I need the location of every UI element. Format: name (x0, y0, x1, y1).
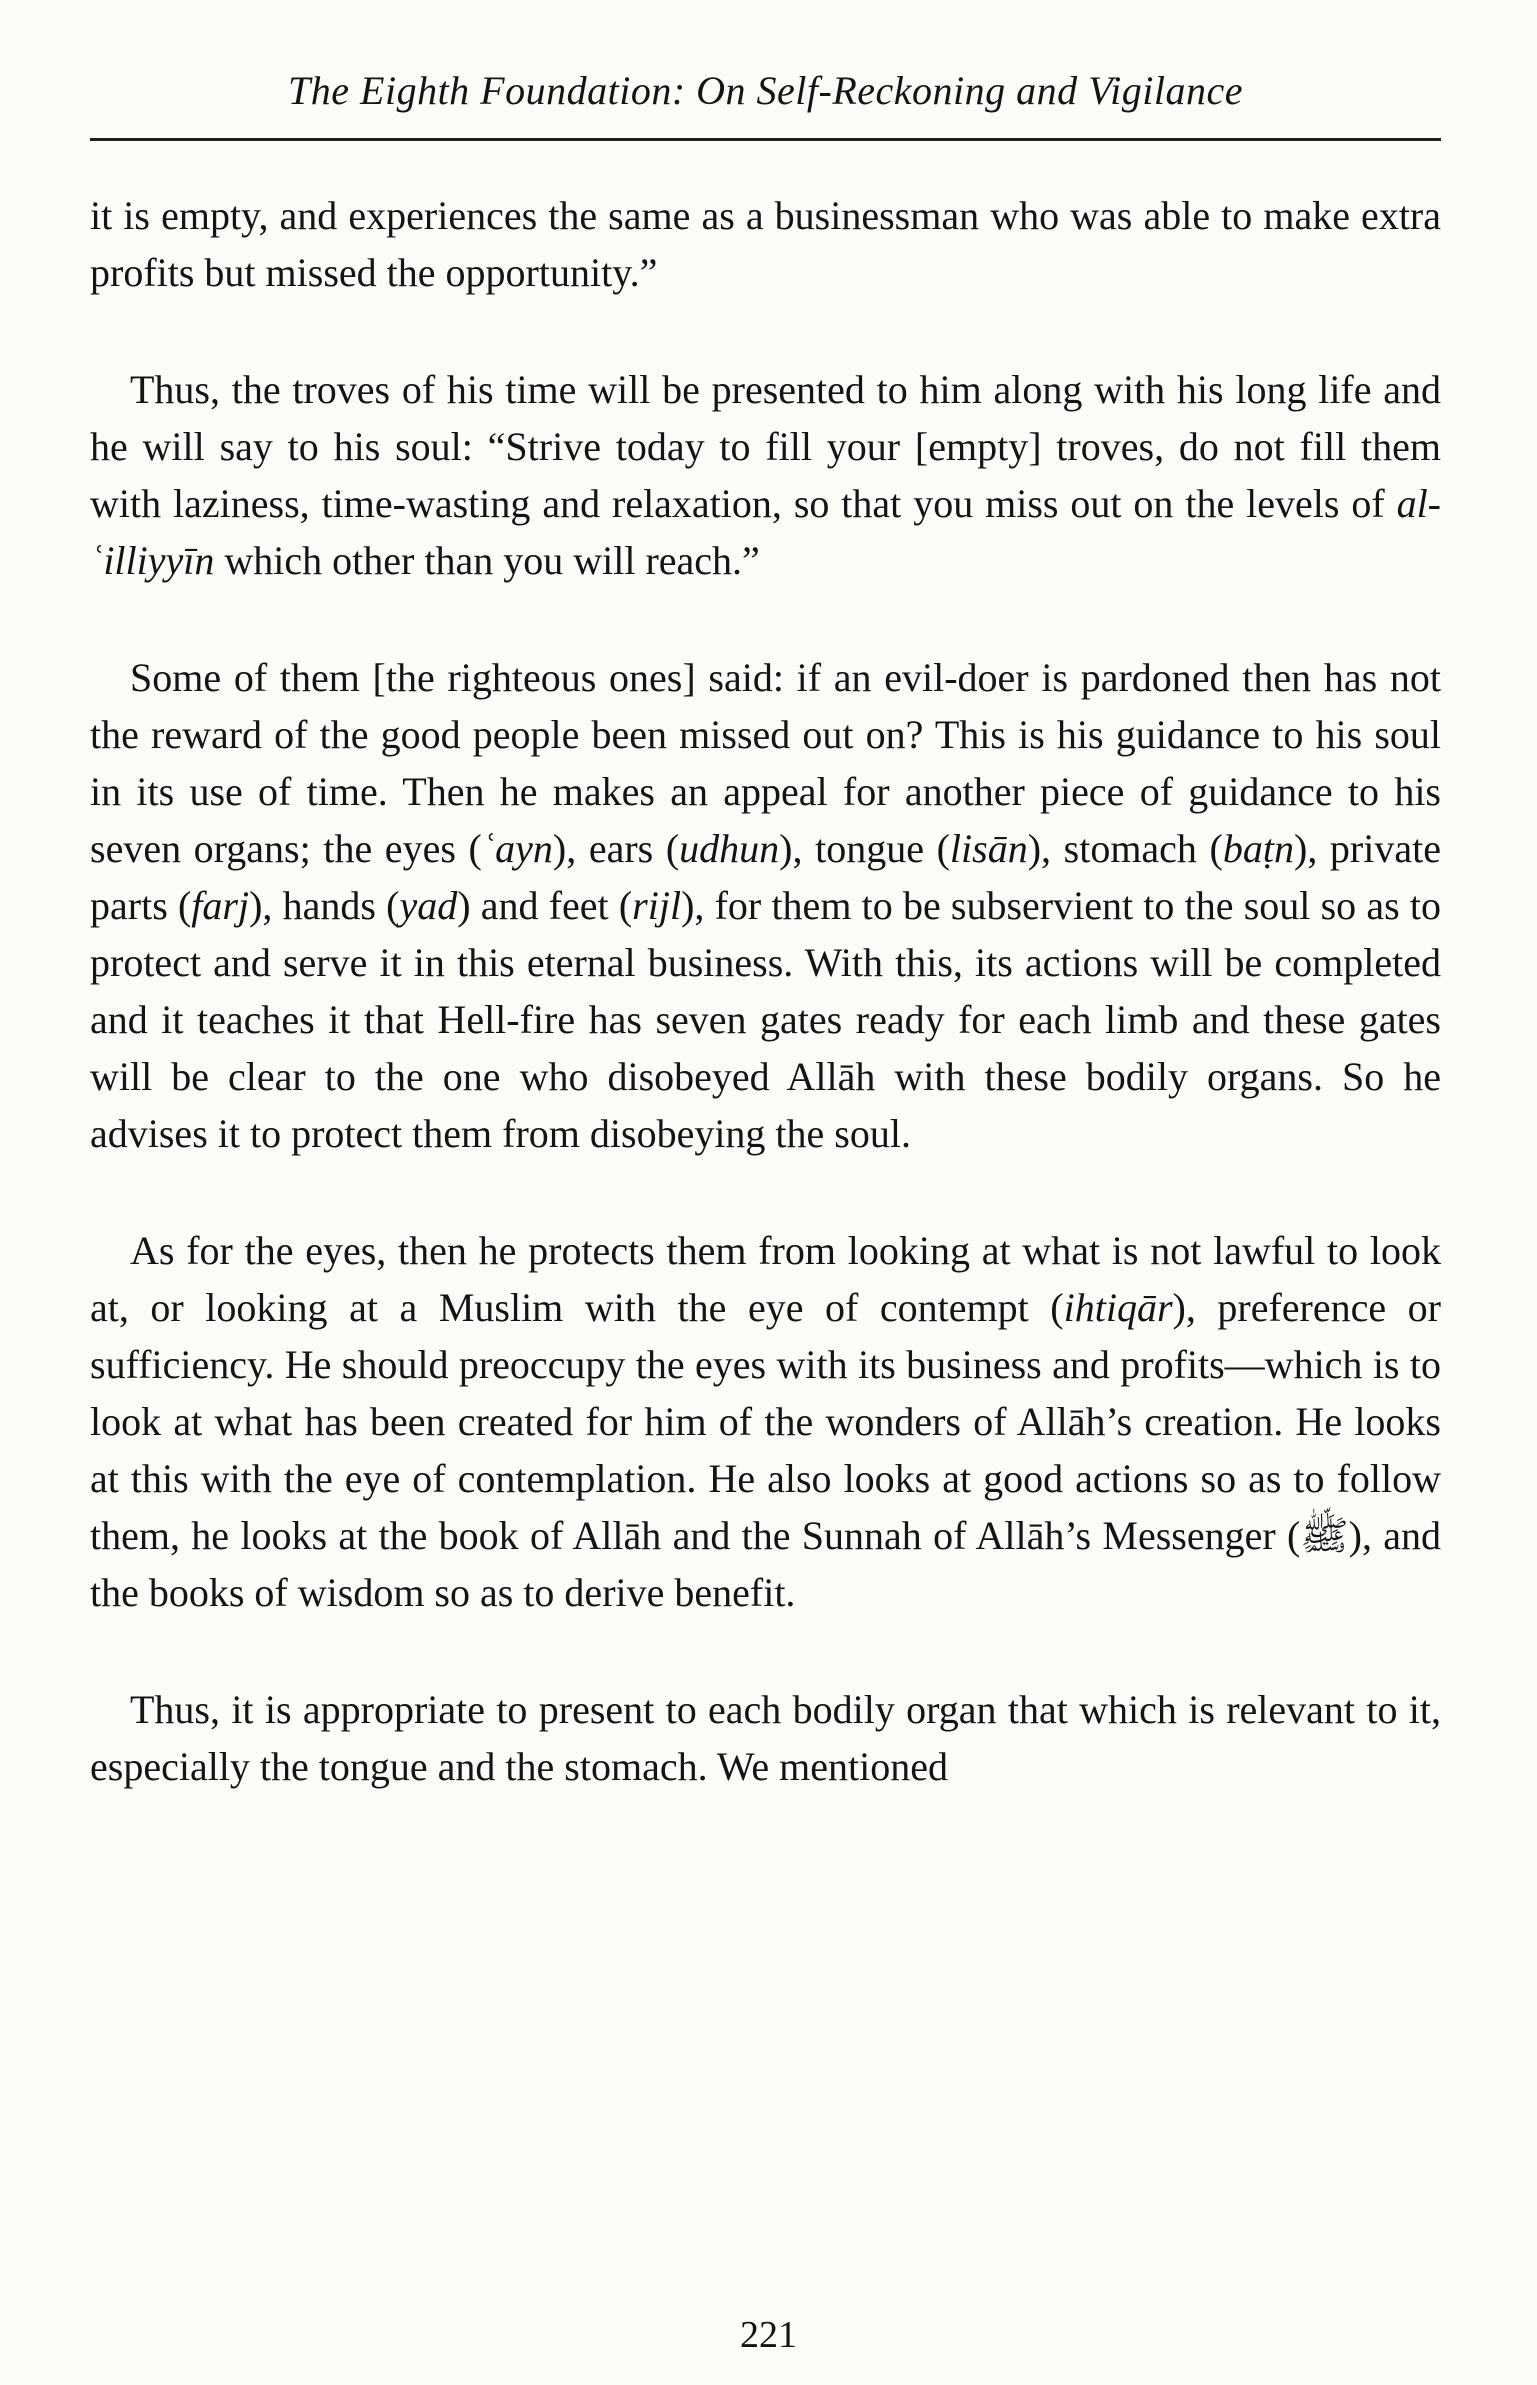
text-run: ), preference or sufficiency. He should preoccupy the eyes with its business and profits—which is to look at what has been created for him of the wonders of Allāh’s creation. He looks at this with the eye of contemplation. He also looks at good actions so as to follow them, he looks at the book of Allāh and the Sunnah of Allāh’s Messenger (ﷺ), and the books of wisdom so as to derive benefit. (90, 1285, 1442, 1615)
transliterated-term: baṭn (1222, 826, 1294, 871)
text-run: Thus, it is appropriate to present to each bodily organ that which is relevant to it, especially the tongue and the stomach. We mentioned (90, 1687, 1441, 1789)
body-text (90, 187, 1441, 1795)
text-run: ), hands ( (249, 883, 400, 928)
text-run: ) and feet ( (457, 883, 633, 928)
text-run: ), private parts ( (90, 826, 1441, 928)
paragraph (90, 361, 1441, 589)
text-run: Some of them [the righteous ones] said: if an evil-doer is pardoned then has not the reward of the good people been missed out on? This is his guidance to his soul in its use of time. Then he makes an appeal for another piece of guidance to his seven organs; the eyes ( (90, 655, 1441, 871)
text-run: it is empty, and experiences the same as a businessman who was able to make extra profits but missed the opportunity.” (90, 193, 1441, 295)
text-run: ), tongue ( (779, 826, 950, 871)
transliterated-term: al-ʿilliyyīn (90, 481, 1441, 583)
transliterated-term: ihtiqār (1063, 1285, 1173, 1330)
transliterated-term: ʿayn (481, 826, 553, 871)
text-run: which other than you will reach.” (214, 538, 760, 583)
text-run: As for the eyes, then he protects them from looking at what is not lawful to look at, or looking at a Muslim with the eye of contempt ( (90, 1228, 1441, 1330)
text-run: ), for them to be subservient to the soul so as to protect and serve it in this eternal business. With this, its actions will be completed and it teaches it that Hell-fire has seven gates ready for each limb and these gates will be clear to the one who disobeyed Allāh with these bodily organs. So he advises it to protect them from disobeying the soul. (90, 883, 1441, 1156)
paragraph (90, 1681, 1441, 1795)
transliterated-term: yad (399, 883, 458, 928)
header-rule (90, 138, 1441, 141)
text-run: Thus, the troves of his time will be presented to him along with his long life and he will say to his soul: “Strive today to fill your [empty] troves, do not fill them with laziness, time-wasting and relaxation, so that you miss out on the levels of (90, 367, 1441, 526)
text-run: ), ears ( (552, 826, 680, 871)
transliterated-term: rijl (632, 883, 682, 928)
transliterated-term: lisān (949, 826, 1028, 871)
transliterated-term: udhun (679, 826, 780, 871)
paragraph (90, 187, 1441, 301)
running-header-chapter-title: The Eighth Foundation: On Self-Reckoning and Vigilance (288, 68, 1243, 113)
paragraph (90, 1222, 1441, 1621)
page-number: 221 (740, 2314, 797, 2356)
transliterated-term: farj (191, 883, 250, 928)
paragraph (90, 649, 1441, 1162)
text-run: ), stomach ( (1027, 826, 1223, 871)
